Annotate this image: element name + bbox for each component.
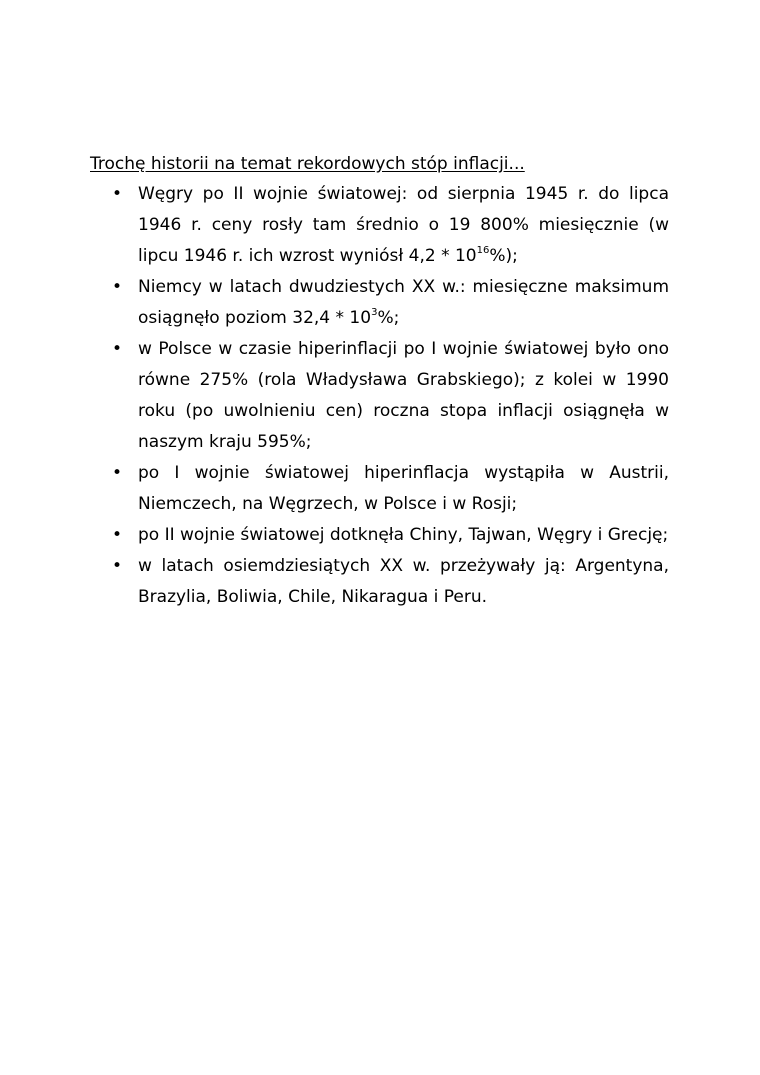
list-item-text: po II wojnie światowej dotknęła Chiny, Tajwan, Węgry i Grecję; (138, 525, 669, 545)
list-item-text: w Polsce w czasie hiperinflacji po I wojnie światowej było ono równe 275% (rola Władysława Grabskiego); z kolei w 1990 roku (po uwolnieniu cen) roczna stopa inflacji osiągnęła w naszym kraju 595%; (138, 339, 669, 452)
list-item-text: Niemcy w latach dwudziestych XX w.: miesięczne maksimum osiągnęło poziom 32,4 * 10 (138, 277, 669, 328)
list-item-text: w latach osiemdziesiątych XX w. przeżywały ją: Argentyna, Brazylia, Boliwia, Chile, Nikaragua i Peru. (138, 556, 669, 607)
list-item-text: Węgry po II wojnie światowej: od sierpnia 1945 r. do lipca 1946 r. ceny rosły tam średnio o 19 800% miesięcznie (w lipcu 1946 r. ich wzrost wyniósł 4,2 * 10 (138, 184, 669, 266)
list-item-after-ww1 (138, 458, 669, 520)
list-item-text: po I wojnie światowej hiperinflacja wystąpiła w Austrii, Niemczech, na Węgrzech, w Polsce i w Rosji; (138, 463, 669, 514)
list-item-germany (138, 272, 669, 334)
list-item-after-ww2 (138, 520, 669, 551)
bullet-list (138, 179, 669, 613)
list-item-text-end: %); (489, 246, 518, 266)
list-item-hungary (138, 179, 669, 272)
list-item-poland (138, 334, 669, 458)
list-item-eighties (138, 551, 669, 613)
exponent: 16 (476, 245, 490, 257)
exponent: 3 (371, 307, 378, 319)
list-item-text-end: %; (377, 308, 400, 328)
document-title: Trochę historii na temat rekordowych stóp inflacji... (90, 154, 525, 174)
